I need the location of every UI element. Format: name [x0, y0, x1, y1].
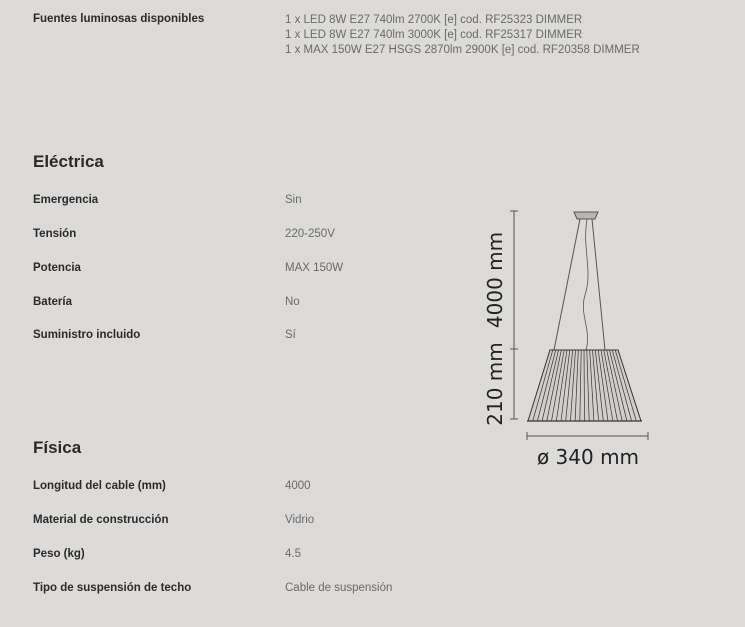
supply-included-value: Sí	[285, 329, 296, 341]
suspension-cables	[554, 219, 605, 350]
suspension-type-value: Cable de suspensión	[285, 582, 393, 594]
lamp-dimension-diagram	[470, 200, 670, 480]
weight-value: 4.5	[285, 548, 301, 560]
battery-value: No	[285, 296, 300, 308]
suspension-type-label: Tipo de suspensión de techo	[33, 582, 192, 594]
voltage-value: 220-250V	[285, 228, 335, 240]
light-sources-list	[285, 13, 640, 58]
lamp-shade	[527, 350, 642, 421]
power-value: MAX 150W	[285, 262, 344, 274]
light-source-item: 1 x MAX 150W E27 HSGS 2870lm 2900K [e] cod. RF20358 DIMMER	[285, 44, 640, 56]
horizontal-dimension-line	[527, 432, 648, 440]
emergency-value: Sin	[285, 194, 302, 206]
material-value: Vidrio	[285, 514, 315, 526]
material-label: Material de construcción	[33, 514, 169, 526]
voltage-label: Tensión	[33, 228, 77, 240]
cable-length-dimension: 4000 mm	[483, 231, 507, 329]
emergency-label: Emergencia	[33, 194, 99, 206]
ceiling-canopy	[574, 212, 598, 219]
light-source-item: 1 x LED 8W E27 740lm 2700K [e] cod. RF25323 DIMMER	[285, 14, 583, 26]
weight-label: Peso (kg)	[33, 548, 85, 560]
battery-label: Batería	[33, 296, 72, 308]
supply-included-label: Suministro incluido	[33, 329, 141, 341]
vertical-dimension-line	[510, 211, 518, 419]
cable-length-label: Longitud del cable (mm)	[33, 480, 166, 492]
physical-section-title: Física	[33, 438, 82, 457]
light-sources-label: Fuentes luminosas disponibles	[33, 13, 205, 25]
shade-height-dimension: 210 mm	[483, 342, 507, 426]
power-label: Potencia	[33, 262, 81, 274]
electrical-section-title: Eléctrica	[33, 152, 104, 171]
diameter-dimension: ø 340 mm	[536, 445, 640, 469]
light-source-item: 1 x LED 8W E27 740lm 3000K [e] cod. RF25317 DIMMER	[285, 29, 583, 41]
cable-length-value: 4000	[285, 480, 311, 492]
